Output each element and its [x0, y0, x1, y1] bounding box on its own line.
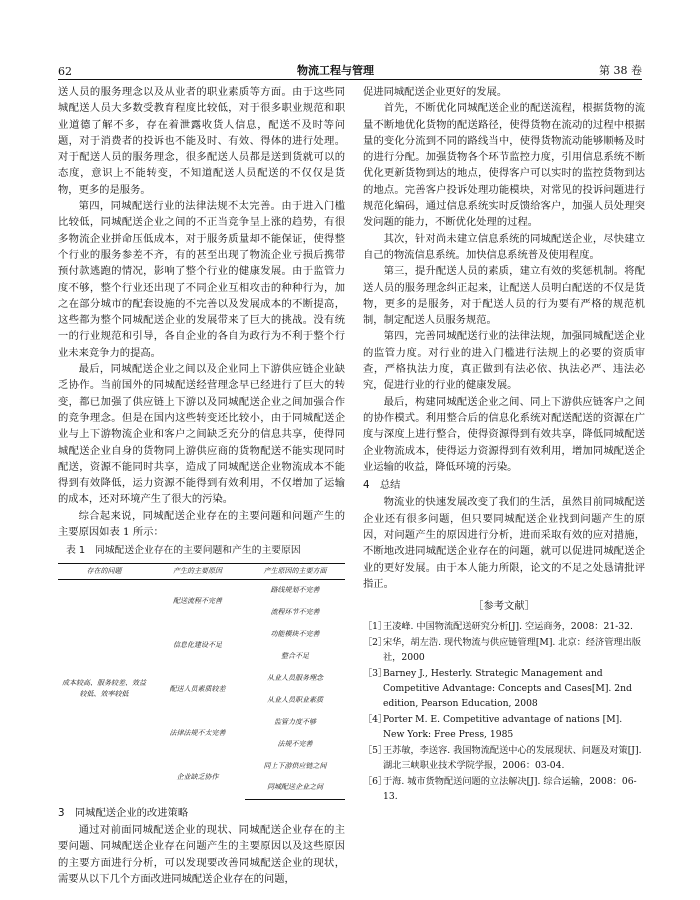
reference-text: 宋华，胡左浩. 现代物流与供应链管理[M]. 北京：经济管理出版社，2000	[383, 636, 641, 663]
journal-title: 物流工程与管理	[297, 64, 374, 77]
table-cell-cause: 企业缺乏协作	[176, 772, 219, 781]
reference-item	[363, 712, 645, 742]
reference-item	[363, 635, 645, 665]
reference-text: 于海. 城市货物配送问题的立法解决[J]. 综合运输，2008：06-13.	[383, 775, 637, 802]
reference-item	[363, 666, 645, 711]
table-cell-cause: 配送人员素质较差	[169, 684, 226, 693]
paragraph: 最后，构建同城配送企业之间、同上下游供应链客户之间的协作模式。利用整合后的信息化系统对配送配送的资源在广度与深度上进行整合，使得资源得到有效共享，降低同城配送企业物流成本，使得运力资源得到有效利用，增加同城配送企业运输的收益，降低环境的污染。	[363, 395, 645, 473]
table-cell-aspect: 流程环节不完善	[270, 607, 320, 616]
paragraph: 最后，同城配送企业之间以及企业同上下游供应链企业缺乏协作。当前国外的同城配送经营理念早已经进行了巨大的转变，都已加强了供应链上下游以及同城配送企业之间加强合作的竞争理念。但是在国内这些转变还比较小，由于同城配送企业与上下游物流企业和客户之间缺乏充分的信息共享，使得同城配送企业自身的货物同上游供应商的货物配送不能实现同时配送，资源不能同时共享，造成了同城配送企业物流成本不能得到有效降低，运力资源不能得到有效利用，不仅增加了运输的成本，还对环境产生了很大的污染。	[58, 363, 345, 506]
reference-item	[363, 774, 645, 804]
paragraph: 综合起来说，同城配送企业存在的主要问题和问题产生的主要原因如表 1 所示：	[58, 509, 345, 539]
paragraph: 第四，完善同城配送行业的法律法规，加强同城配送企业的监管力度。对行业的进入门槛进行法规上的必要的资质审查，严格执法力度，真正做到有法必依、执法必严、违法必究，促进行业的行业的健康发展。	[363, 330, 645, 392]
table-cell-aspect: 从业人员服务理念	[267, 673, 323, 682]
reference-number: ［2］	[363, 636, 388, 648]
problems-table	[58, 563, 345, 800]
table-cell-aspect: 法规不完善	[277, 739, 313, 748]
section-heading: 4 总结	[363, 479, 401, 492]
references-heading: ［参考文献］	[473, 600, 535, 613]
reference-number: ［3］	[363, 667, 388, 679]
table-header-problem: 存在的问题	[58, 563, 150, 579]
table-cell-aspect: 监管力度不够	[274, 717, 316, 726]
paragraph: 其次，针对尚未建立信息系统的同城配送企业，尽快建立自己的物流信息系统。加快信息系统普及使用程度。	[363, 232, 645, 261]
paragraph: 第四，同城配送行业的法律法规不太完善。由于进入门槛比较低，同城配送企业之间的不正当竞争呈上涨的趋势，有很多物流企业拼命压低成本，对于服务质量却不能保证，使得整个行业的服务参差不齐，有的甚至出现了物流企业亏损后携带预付款逃跑的情况，影响了整个行业的健康发展。由于监管力度不够，整个行业还出现了不同企业互相攻击的种种行为，加之在部分城市的配套设施的不完善以及发展成本的不断提高，这些都为整个同城配送企业的发展带来了巨大的挑战。没有统一的行业规范和引导，各自企业的各自为政行为不利于整个行业未来竞争力的提高。	[58, 200, 345, 359]
reference-text: 王凌峰. 中国物流配送研究分析[J]. 空运商务，2008：21-32.	[383, 620, 633, 632]
table-cell-aspect: 功能模块不完善	[270, 629, 320, 638]
reference-text: Porter M. E. Competitive advantage of nations [M]. New York: Free Press, 1985	[383, 713, 623, 740]
table-cell-aspect: 整合不足	[281, 651, 309, 660]
paragraph: 送人员的服务理念以及从业者的职业素质等方面。由于这些同城配送人员大多数受教育程度比较低，对于很多职业规范和职业道德了解不多，存在着泄露收货人信息，配送不及时等问题，对于消费者的投诉也不能及时、有效、得体的进行处理。对于配送人员的服务理念，很多配送人员都是送到货就可以的态度，意识上不能转变，不知道配送人员配送的不仅仅是货物，更多的是服务。	[58, 86, 345, 196]
reference-text: 王苏敏，李送容. 我国物流配送中心的发展现状、问题及对策[J]. 湖北三峡职业技术学院学报，2006：03-04.	[383, 744, 642, 771]
table-cell-cause: 法律法规不太完善	[169, 728, 226, 737]
table-cell-aspect: 同上下游供应链之间	[263, 761, 327, 770]
reference-number: ［1］	[363, 620, 388, 632]
reference-number: ［6］	[363, 775, 388, 787]
right-column	[363, 84, 645, 805]
table-cell-problem: 成本较高、服务较差、效益较低、效率较低	[62, 679, 146, 699]
page-number: 62	[58, 65, 72, 78]
reference-item	[363, 619, 645, 634]
table-cell-cause: 信息化建设不足	[173, 640, 222, 649]
table-cell-aspect: 路线规划不完善	[270, 585, 320, 594]
paragraph: 首先，不断优化同城配送企业的配送流程，根据货物的流量不断地优化货物的配送路径，使得货物在流动的过程中根据量的变化分流到不同的路线当中，使得货物流动能够顺畅及时的进行分配。加强货物各个环节监控力度，引用信息系统不断优化更新货物到达的地点，使得客户可以实时的监控货物到达的地点。完善客户投诉处理功能模块，对常见的投诉问题进行规范化编码，通过信息系统实时反馈给客户，加强人员处理突发问题的能力，不断优化处理的过程。	[363, 102, 645, 229]
header-rule	[58, 79, 642, 80]
reference-number: ［5］	[363, 744, 388, 756]
reference-text: Barney J., Hesterly. Strategic Management and Competitive Advantage: Concepts and Cases[M]. 2nd edition, Pearson Education, 2008	[383, 667, 632, 709]
table-row	[58, 579, 345, 601]
left-column	[58, 84, 345, 887]
table-caption: 表 1 同城配送企业存在的主要问题和产生的主要原因	[66, 545, 301, 557]
volume-label: 第 38 卷	[599, 64, 642, 77]
paragraph: 物流业的快速发展改变了我们的生活，虽然目前同城配送企业还有很多问题，但只要同城配送企业找到问题产生的原因，对问题产生的原因进行分析，进而采取有效的应对措施，不断地改进同城配送企业存在的问题，就可以促进同城配送企业的更好发展。由于本人能力所限，论文的不足之处恳请批评指正。	[363, 496, 645, 590]
table-header-aspect: 产生原因的主要方面	[245, 563, 345, 579]
table-cell-aspect: 同城配送企业之间	[245, 777, 345, 799]
table-cell-aspect: 从业人员职业素质	[267, 695, 323, 704]
page-header	[58, 60, 642, 78]
paragraph: 促进同城配送企业更好的发展。	[363, 86, 508, 98]
table-header-cause: 产生的主要原因	[150, 563, 245, 579]
reference-item	[363, 743, 645, 773]
reference-number: ［4］	[363, 713, 388, 725]
paragraph: 通过对前面同城配送企业的现状、同城配送企业存在的主要问题、同城配送企业存在问题产生的主要原因以及这些原因的主要方面进行分析，可以发现要改善同城配送企业的现状，需要从以下几个方面改进同城配送企业存在的问题，	[58, 823, 345, 885]
table-cell-cause: 配送流程不完善	[173, 596, 222, 605]
references-list	[363, 619, 645, 804]
paragraph: 第三，提升配送人员的素质，建立有效的奖惩机制。将配送人员的服务理念纠正起来，让配送人员明白配送的不仅是货物，更多的是服务，对于配送人员的行为要有严格的规范机制，制定配送人员服务规范。	[363, 265, 645, 327]
section-heading: 3 同城配送企业的改进策略	[58, 806, 189, 819]
